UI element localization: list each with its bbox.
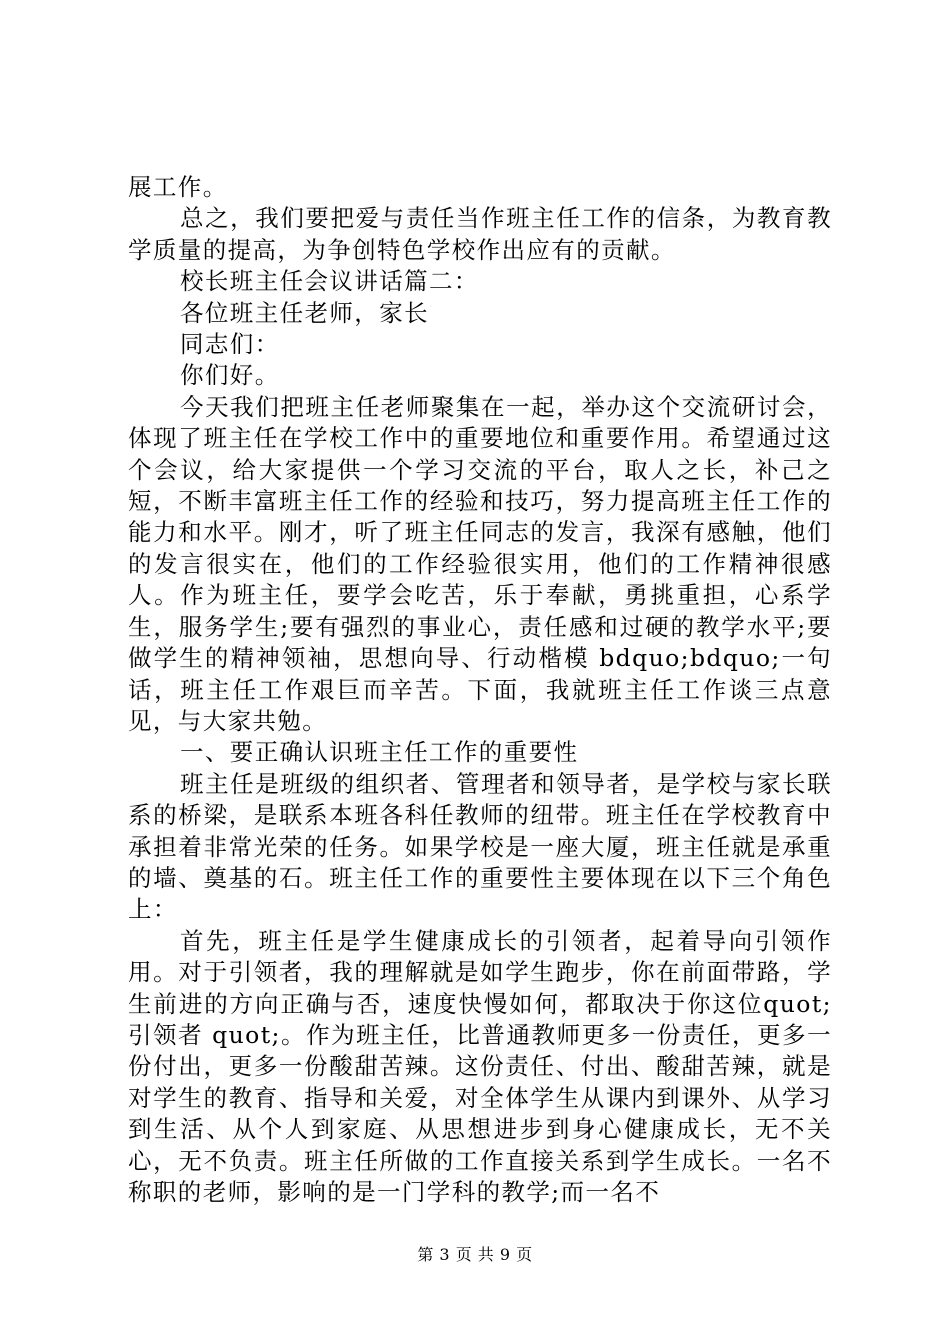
- page-number-footer: 第 3 页 共 9 页: [417, 1245, 533, 1264]
- salutation: 各位班主任老师，家长: [180, 298, 429, 327]
- heading-point-one: 一、要正确认识班主任工作的重要性: [180, 738, 579, 767]
- paragraph: 班主任是班级的组织者、管理者和领导者，是学校与家长联系的桥梁，是联系本班各科任教师的纽带。班主任在学校教育中承担着非常光荣的任务。如果学校是一座大厦，班主任就是承重的墙、奠基的石。班主任工作的重要性主要体现在以下三个角色上：: [128, 769, 832, 924]
- section-title: 校长班主任会议讲话篇二：: [180, 267, 479, 296]
- paragraph: 首先，班主任是学生健康成长的引领者，起着导向引领作用。对于引领者，我的理解就是如学生跑步，你在前面带路，学生前进的方向正确与否，速度快慢如何，都取决于你这位quot;引领者 quot;。作为班主任，比普通教师更多一份责任，更多一份付出，更多一份酸甜苦辣。这份责任、付出、酸甜苦辣，就是对学生的教育、指导和关爱，对全体学生从课内到课外、从学习到生活、从个人到家庭、从思想进步到身心健康成长，无不关心，无不负责。班主任所做的工作直接关系到学生成长。一名不称职的老师，影响的是一门学科的教学;而一名不: [128, 926, 832, 1206]
- paragraph: 总之，我们要把爱与责任当作班主任工作的信条，为教育教学质量的提高，为争创特色学校作出应有的贡献。: [128, 204, 832, 264]
- greeting: 你们好。: [180, 361, 280, 390]
- salutation: 同志们：: [180, 330, 280, 359]
- paragraph: 展工作。: [128, 173, 228, 201]
- paragraph: 今天我们把班主任老师聚集在一起，举办这个交流研讨会，体现了班主任在学校工作中的重要地位和重要作用。希望通过这个会议，给大家提供一个学习交流的平台，取人之长，补己之短，不断丰富班主任工作的经验和技巧，努力提高班主任工作的能力和水平。刚才，听了班主任同志的发言，我深有感触，他们的发言很实在，他们的工作经验很实用，他们的工作精神很感人。作为班主任，要学会吃苦，乐于奉献，勇挑重担，心系学生，服务学生;要有强烈的事业心，责任感和过硬的教学水平;要做学生的精神领袖，思想向导、行动楷模 bdquo;bdquo;一句话，班主任工作艰巨而辛苦。下面，我就班主任工作谈三点意见，与大家共勉。: [128, 392, 832, 735]
- document-body: [128, 172, 832, 1208]
